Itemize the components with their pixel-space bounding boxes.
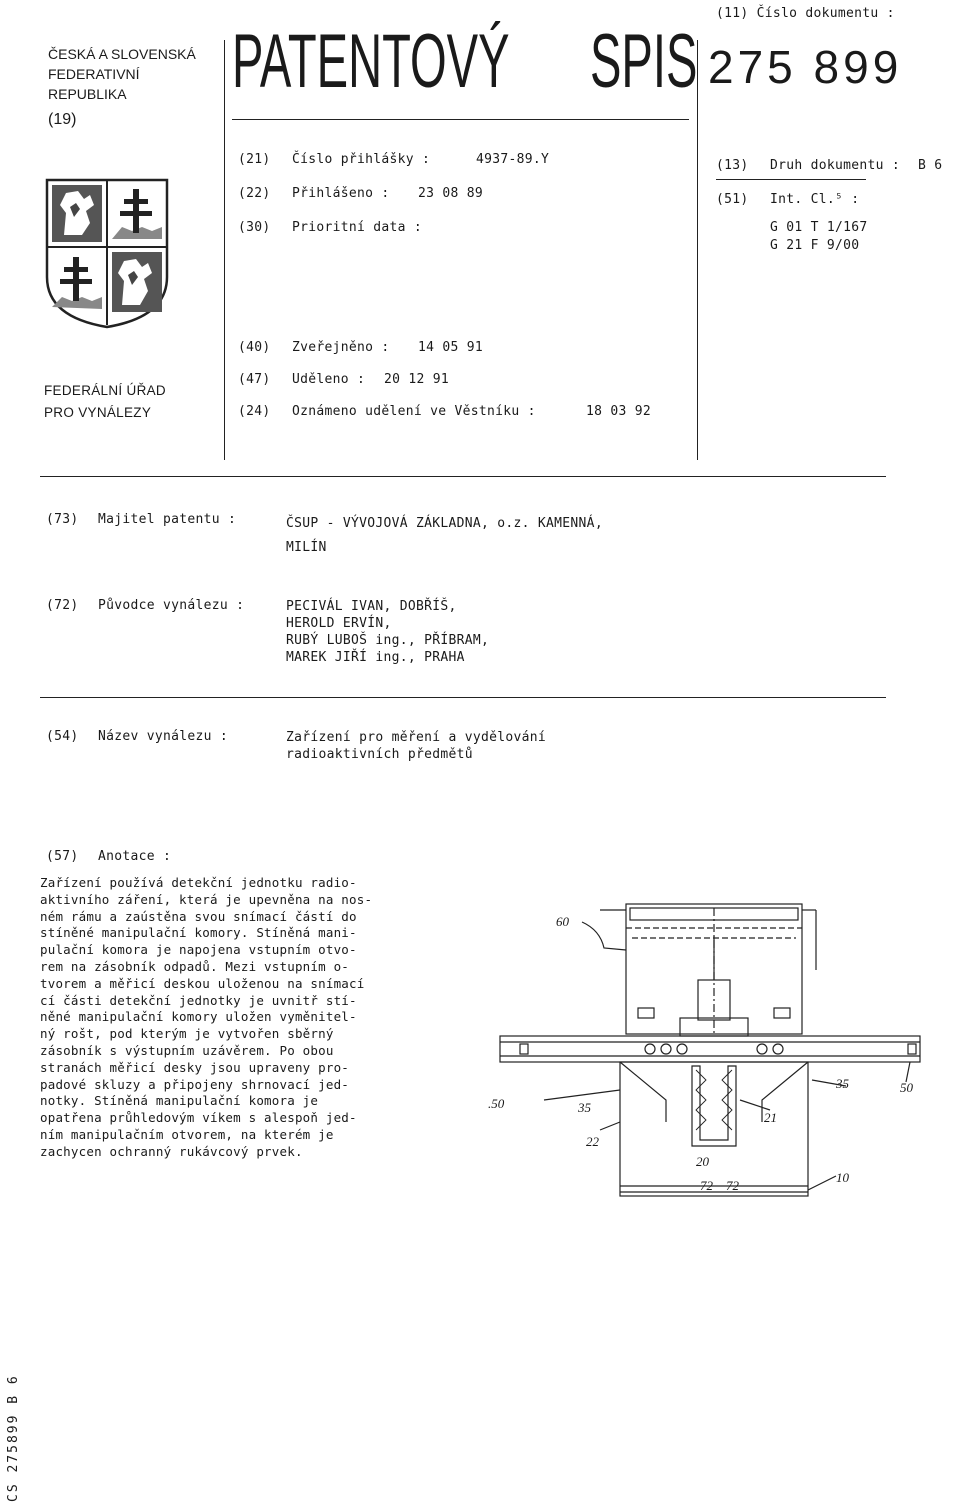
inventor-line: RUBÝ LUBOŠ ing., PŘÍBRAM, <box>286 633 490 648</box>
invention-title-code: (54) <box>46 729 79 744</box>
abstract-line: něné manipulační komory uložen vyměnitel- <box>40 1009 357 1025</box>
filed-label: Přihlášeno : <box>292 186 390 201</box>
office-line: PRO VYNÁLEZY <box>44 405 152 420</box>
rule-left <box>224 40 225 460</box>
announced-label: Oznámeno udělení ve Věstníku : <box>292 404 536 419</box>
abstract-line: tvorem a měřicí deskou uloženou na snímací <box>40 975 365 991</box>
granted-date: 20 12 91 <box>384 372 450 387</box>
published-code: (40) <box>238 340 271 355</box>
rule-right <box>697 40 698 460</box>
country-line: REPUBLIKA <box>48 86 127 102</box>
doctype-code: (13) <box>716 158 749 173</box>
filed-date: 23 08 89 <box>418 186 484 201</box>
abstract-line: zásobník s výstupním uzávěrem. Po obou <box>40 1042 334 1058</box>
inventors-code: (72) <box>46 598 79 613</box>
doc-number: 275 899 <box>708 41 903 93</box>
office-line: FEDERÁLNÍ ÚŘAD <box>44 383 166 398</box>
fig-label-21: 21 <box>764 1110 777 1125</box>
abstract-line: pulační komora je napojena vstupním otvo- <box>40 942 357 958</box>
abstract-line: aktivního záření, která je upevněna na nos- <box>40 891 373 907</box>
technical-drawing <box>470 890 940 1220</box>
inventor-line: HEROLD ERVÍN, <box>286 616 392 631</box>
published-date: 14 05 91 <box>418 340 484 355</box>
country-line: FEDERATIVNÍ <box>48 66 140 82</box>
rule-doctype <box>716 179 866 180</box>
rule-title <box>232 119 689 120</box>
abstract-line: zachycen ochranný rukávcový prvek. <box>40 1143 303 1159</box>
fig-label-50: .50 <box>488 1096 505 1111</box>
inventor-line: PECIVÁL IVAN, DOBŘÍŠ, <box>286 599 457 614</box>
abstract-line: ném rámu a zaústěna svou snímací částí do <box>40 908 357 924</box>
owner-block <box>286 512 603 560</box>
doctype: B 6 <box>918 158 943 173</box>
title-spis: SPIS <box>590 19 698 104</box>
abstract-line: notky. Stíněná manipulační komora je <box>40 1093 319 1109</box>
app-no: 4937-89.Y <box>476 152 550 167</box>
abstract-line: Zařízení používá detekční jednotku radio- <box>40 875 357 890</box>
granted-label: Uděleno : <box>292 372 366 387</box>
abstract-line: rem na zásobník odpadů. Mezi vstupním o- <box>40 958 350 974</box>
country-block <box>48 44 196 130</box>
announced-code: (24) <box>238 404 271 419</box>
fig-label-10: 10 <box>836 1170 849 1185</box>
priority-label: Prioritní data : <box>292 220 423 235</box>
owner-code: (73) <box>46 512 79 527</box>
abstract-line: ný rošt, pod kterým je vytvořen sběrný <box>40 1026 334 1042</box>
inventors-label: Původce vynálezu : <box>98 598 245 613</box>
fig-label-50b: 50 <box>900 1080 913 1095</box>
abstract-code: (57) <box>46 849 79 864</box>
published-label: Zveřejněno : <box>292 340 390 355</box>
inventors-block <box>286 598 489 666</box>
rule-header-bottom <box>40 476 886 477</box>
invention-title <box>286 729 546 763</box>
intcl-code: (51) <box>716 192 749 207</box>
abstract-line: opatřena průhledovým víkem s alespoň jed- <box>40 1110 357 1126</box>
fig-label-35: 35 <box>578 1100 591 1115</box>
doc-number-label: (11) Číslo dokumentu : <box>716 6 895 21</box>
fig-label-72b: 72 <box>726 1178 739 1193</box>
abstract-line: stíněné manipulační komory. Stíněná mani- <box>40 925 357 941</box>
drawing-svg <box>470 890 940 1220</box>
invention-title-line: radioaktivních předmětů <box>286 747 473 762</box>
fig-label-20: 20 <box>696 1154 709 1169</box>
country-line: ČESKÁ A SLOVENSKÁ <box>48 46 196 62</box>
abstract-line: stranách měřicí desky jsou upraveny pro- <box>40 1059 350 1075</box>
abstract-label: Anotace : <box>98 849 172 864</box>
app-no-code: (21) <box>238 152 271 167</box>
fig-label-22: 22 <box>586 1134 599 1149</box>
app-no-label: Číslo přihlášky : <box>292 152 431 167</box>
filed-code: (22) <box>238 186 271 201</box>
fig-label-60: 60 <box>556 914 569 929</box>
doctype-label: Druh dokumentu : <box>770 158 901 173</box>
rule-mid <box>40 697 886 698</box>
title-patentovy: PATENTOVÝ <box>232 19 510 104</box>
announced-date: 18 03 92 <box>586 404 652 419</box>
owner-line: MILÍN <box>286 540 327 555</box>
granted-code: (47) <box>238 372 271 387</box>
intcl-2: G 21 F 9/00 <box>770 238 860 253</box>
fig-label-35b: 35 <box>836 1076 849 1091</box>
invention-title-line: Zařízení pro měření a vydělování <box>286 730 547 745</box>
country-code: (19) <box>48 111 77 128</box>
priority-code: (30) <box>238 220 271 235</box>
owner-line: ČSUP - VÝVOJOVÁ ZÁKLADNA, o.z. KAMENNÁ, <box>286 516 603 531</box>
abstract-line: cí části detekční jednotky je uvnitř stí- <box>40 992 357 1008</box>
side-margin-code: CS 275899 B 6 <box>6 1374 21 1502</box>
inventor-line: MAREK JIŘÍ ing., PRAHA <box>286 650 465 665</box>
coat-of-arms-icon <box>44 177 170 329</box>
fig-label-72a: 72 <box>700 1178 713 1193</box>
intcl-label: Int. Cl.⁵ : <box>770 192 860 207</box>
invention-title-label: Název vynálezu : <box>98 729 229 744</box>
abstract-line: ním manipulačním otvorem, na kterém je <box>40 1126 334 1142</box>
abstract-text <box>40 875 372 1161</box>
office-block <box>44 380 166 424</box>
abstract-line: padové skluzy a připojeny shrnovací jed- <box>40 1076 350 1092</box>
owner-label: Majitel patentu : <box>98 512 237 527</box>
intcl-1: G 01 T 1/167 <box>770 220 868 235</box>
